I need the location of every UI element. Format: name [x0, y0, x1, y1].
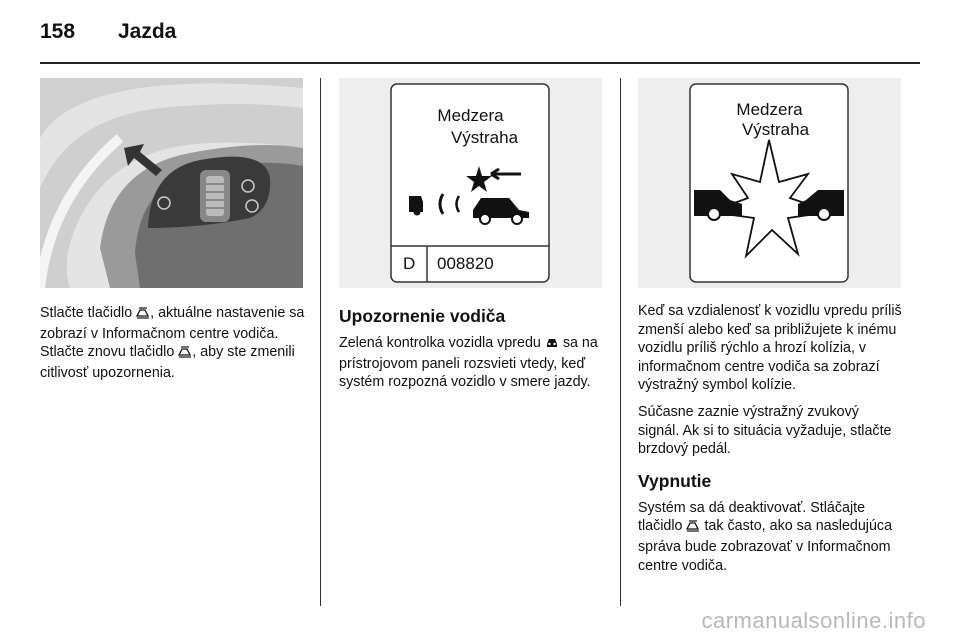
heading-driver-alert: Upozornenie vodiča [339, 306, 506, 326]
collision-warning-figure [638, 78, 901, 288]
left-column-text [40, 304, 306, 390]
column-divider-1 [320, 78, 321, 606]
header-divider [40, 62, 920, 64]
paragraph: Stlačte tlačidlo , aktuálne nastavenie sa zobrazí v Informačnom centre vodiča. Stlačte znovu tlačidlo , aby ste zmenili citlivosť upozornenia. [40, 305, 305, 381]
gap-warning-display-figure [339, 78, 602, 288]
figure-code-number: 008820 [437, 254, 494, 273]
paragraph: Súčasne zaznie výstražný zvukový signál. Ak si to situácia vyžaduje, stlačte brzdový pedál. [638, 403, 892, 458]
column-divider-2 [620, 78, 621, 606]
display-label-gap: Medzera [736, 100, 803, 119]
paragraph: Systém sa dá deaktivovať. Stláčajte tlačidlo tak často, ako sa nasledujúca správa bude zobrazovať v Informačnom centre vodiča. [638, 499, 893, 574]
watermark: carmanualsonline.info [701, 608, 926, 633]
gap-distance-icon [686, 519, 700, 538]
display-label-warning: Výstraha [741, 120, 810, 139]
gap-distance-icon [178, 345, 192, 364]
display-label-warning: Výstraha [450, 128, 519, 147]
paragraph: Zelená kontrolka vozidla vpredu sa na prístrojovom paneli rozsvieti vtedy, keď systém rozpozná vozidlo v smere jazdy. [339, 335, 598, 391]
gap-distance-icon [136, 306, 150, 325]
paragraph: Keď sa vzdialenosť k vozidlu vpredu príliš zmenší alebo keď sa približujete k inému vozidlu príliš rýchlo a hrozí kolízia, v informačnom centre vodiča sa zobrazí výstražný symbol kolízie. [638, 303, 902, 394]
middle-column-text [339, 306, 603, 400]
page-number: 158 [40, 20, 76, 43]
steering-wheel-figure [40, 78, 303, 288]
right-column-text [638, 302, 904, 583]
vehicle-ahead-icon [545, 336, 559, 355]
section-title: Jazda [118, 20, 177, 43]
display-label-gap: Medzera [437, 106, 504, 125]
heading-disable: Vypnutie [638, 470, 712, 491]
figure-code-letter: D [403, 254, 416, 273]
page-header [40, 20, 920, 50]
